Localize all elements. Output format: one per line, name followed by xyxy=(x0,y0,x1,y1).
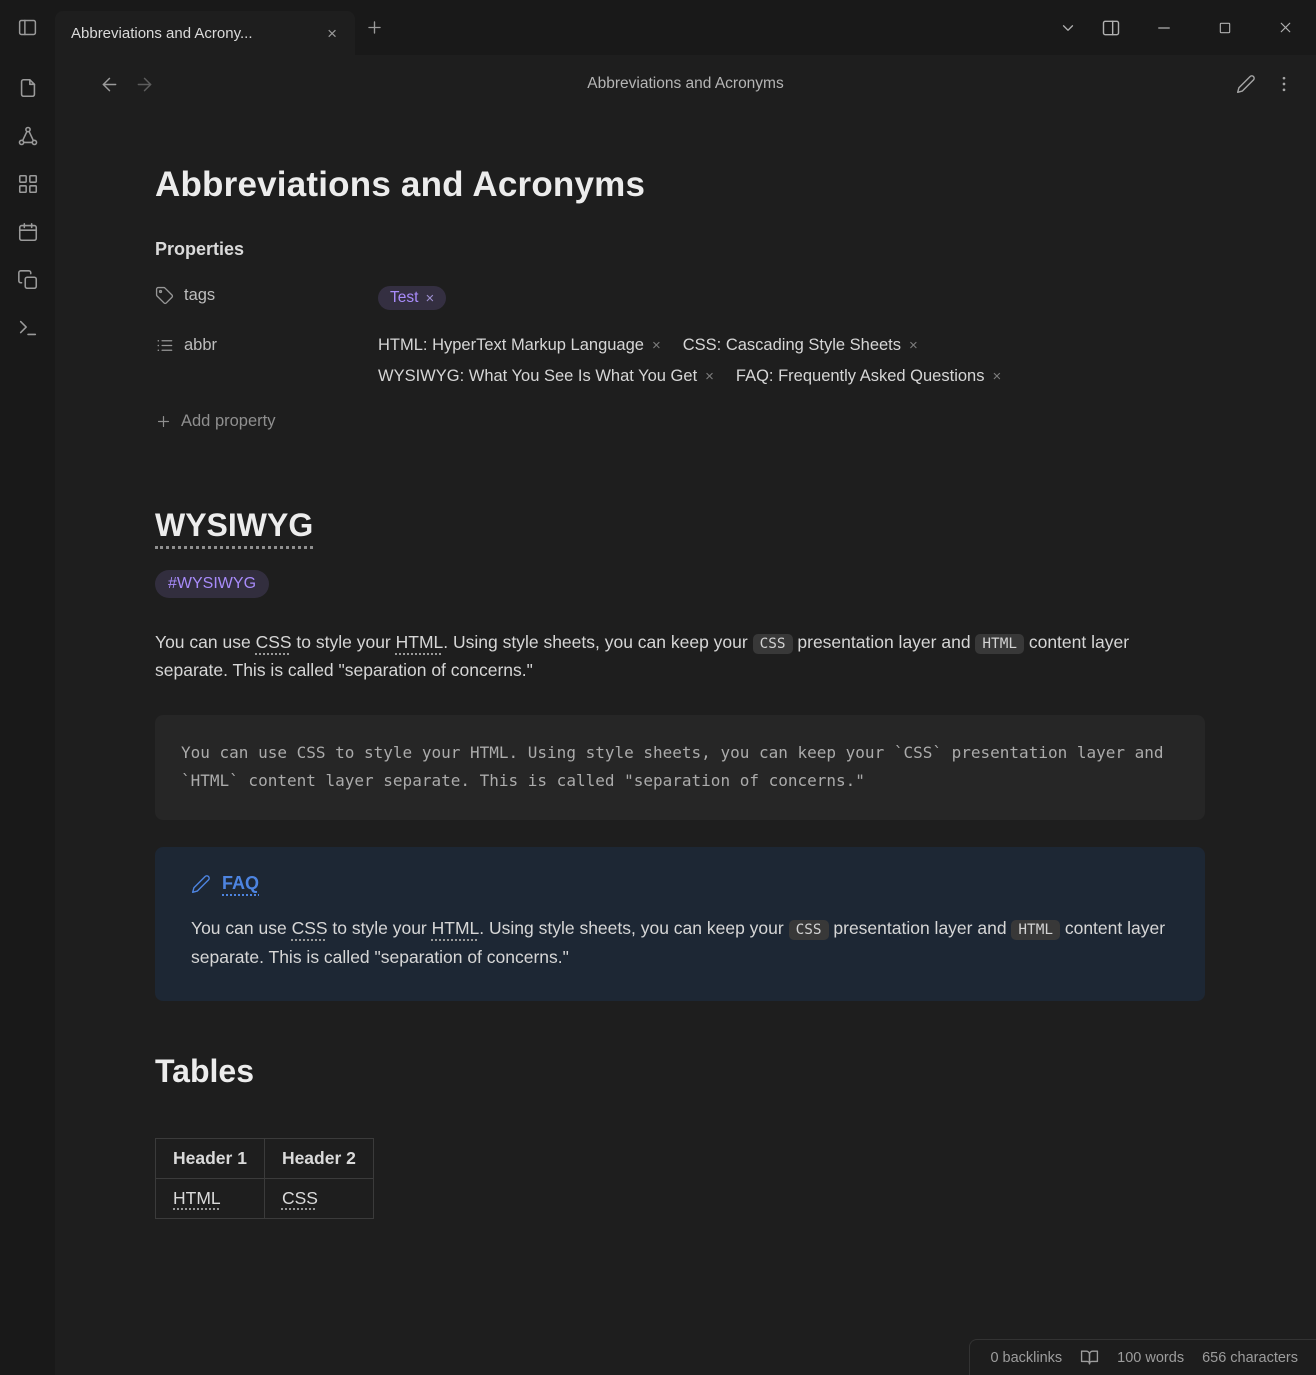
table-cell[interactable] xyxy=(264,1178,373,1218)
window-maximize-button[interactable] xyxy=(1195,12,1255,44)
remove-abbr-icon[interactable]: × xyxy=(651,337,661,354)
character-count[interactable]: 656 characters xyxy=(1202,1349,1298,1366)
remove-tag-icon[interactable]: × xyxy=(425,289,435,307)
note-title: Abbreviations and Acronyms xyxy=(155,165,646,204)
text-segment: to style your xyxy=(291,632,396,652)
abbr-term-html: HTML xyxy=(431,918,480,939)
plus-icon xyxy=(155,413,172,430)
property-value-abbr[interactable] xyxy=(378,336,1206,386)
table-header-cell: Header 2 xyxy=(264,1138,373,1178)
status-bar xyxy=(969,1339,1316,1375)
tab-title: Abbreviations and Acrony... xyxy=(71,24,253,42)
heading-tables: Tables xyxy=(155,1052,254,1089)
backlinks-count[interactable]: 0 backlinks xyxy=(990,1349,1063,1366)
abbr-term-html: HTML xyxy=(173,1187,221,1208)
text-segment: presentation layer and xyxy=(828,918,1012,939)
property-row-abbr xyxy=(155,336,1206,386)
tags-icon xyxy=(155,286,174,305)
abbr-list-item[interactable] xyxy=(683,336,918,355)
copy-icon[interactable] xyxy=(17,269,39,291)
abbr-term-css: CSS xyxy=(291,918,328,939)
remove-abbr-icon[interactable]: × xyxy=(705,368,714,385)
callout-title xyxy=(191,873,1169,894)
text-segment: presentation layer and xyxy=(792,632,976,652)
table-header-row xyxy=(156,1138,374,1178)
text-segment: . Using style sheets, you can keep your xyxy=(443,632,753,652)
workspace xyxy=(55,55,1316,1375)
abbr-list-item[interactable] xyxy=(736,367,1001,386)
list-icon xyxy=(155,336,174,355)
properties-section xyxy=(155,239,1206,431)
faq-link[interactable]: FAQ xyxy=(222,873,260,894)
calendar-icon[interactable] xyxy=(17,221,39,243)
text-segment: to style your xyxy=(327,918,432,939)
view-header xyxy=(55,55,1316,113)
abbr-item-text: HTML: HyperText Markup Language xyxy=(378,336,644,354)
view-header-title: Abbreviations and Acronyms xyxy=(587,75,784,92)
properties-heading[interactable]: Properties xyxy=(155,239,245,259)
right-sidebar-toggle-icon[interactable] xyxy=(1089,10,1133,46)
tab-abbreviations-and-acronyms[interactable] xyxy=(55,11,355,55)
graph-view-icon[interactable] xyxy=(17,125,39,147)
tag-line xyxy=(155,570,1206,598)
add-property-label: Add property xyxy=(181,412,276,430)
abbr-item-text: WYSIWYG: What You See Is What You Get xyxy=(378,367,698,385)
text-segment: You can use xyxy=(155,632,256,652)
abbr-term-css: CSS xyxy=(281,1187,318,1208)
hashtag-wysiwyg-link[interactable]: #WYSIWYG xyxy=(155,570,269,598)
abbr-term-html: HTML xyxy=(395,632,444,652)
window-minimize-button[interactable] xyxy=(1133,11,1195,45)
abbr-item-text: CSS: Cascading Style Sheets xyxy=(682,336,902,354)
paragraph-faq-callout xyxy=(191,914,1169,971)
tag-pill-test[interactable] xyxy=(378,286,446,310)
table-row xyxy=(156,1178,374,1218)
property-label-tags: tags xyxy=(184,286,216,304)
tab-close-icon[interactable]: × xyxy=(327,23,337,43)
ribbon xyxy=(0,55,55,1375)
inline-code-css: CSS xyxy=(753,634,793,654)
window-close-button[interactable] xyxy=(1255,11,1316,44)
paragraph-wysiwyg xyxy=(155,628,1200,685)
text-segment: content layer separate. This is called "separation of concerns." xyxy=(191,918,1166,967)
text-segment: You can use xyxy=(191,918,292,939)
remove-abbr-icon[interactable]: × xyxy=(992,368,1002,385)
tab-list-chevron-icon[interactable] xyxy=(1047,11,1089,45)
property-key-abbr[interactable] xyxy=(155,336,378,355)
word-count[interactable]: 100 words xyxy=(1117,1349,1185,1366)
navigate-back-icon[interactable] xyxy=(99,74,120,95)
table-header-cell: Header 1 xyxy=(156,1138,265,1178)
more-options-kebab-icon[interactable] xyxy=(1274,74,1294,94)
heading-wysiwyg-text: WYSIWYG xyxy=(155,507,313,549)
note-content xyxy=(55,113,1316,1219)
text-segment: . Using style sheets, you can keep your xyxy=(479,918,789,939)
titlebar-right xyxy=(1047,10,1316,46)
terminal-icon[interactable] xyxy=(17,317,39,339)
heading-wysiwyg xyxy=(155,507,1206,544)
remove-abbr-icon[interactable]: × xyxy=(909,337,918,354)
reading-mode-book-icon[interactable] xyxy=(1080,1348,1099,1367)
inline-code-html: HTML xyxy=(975,634,1024,654)
canvas-icon[interactable] xyxy=(17,173,39,195)
property-row-tags xyxy=(155,286,1206,310)
property-label-abbr: abbr xyxy=(184,336,218,354)
abbr-list-item[interactable] xyxy=(378,336,661,355)
markdown-table xyxy=(155,1138,374,1219)
inline-code-css: CSS xyxy=(789,920,829,940)
property-key-tags[interactable] xyxy=(155,286,378,305)
titlebar xyxy=(0,0,1316,55)
property-value-tags[interactable] xyxy=(378,286,1206,310)
tag-pill-label: Test xyxy=(390,289,419,306)
navigate-forward-icon[interactable] xyxy=(134,74,155,95)
left-sidebar-toggle-icon[interactable] xyxy=(0,17,55,38)
abbr-list-item[interactable] xyxy=(378,367,714,386)
new-tab-button[interactable] xyxy=(365,18,384,37)
code-block[interactable]: You can use CSS to style your HTML. Using style sheets, you can keep your `CSS` presentation layer and `HTML` content layer separate. This is called "separation of concerns." xyxy=(155,715,1205,821)
text-segment: content layer separate. This is called "separation of concerns." xyxy=(155,632,1130,681)
inline-code-html: HTML xyxy=(1011,920,1060,940)
abbr-item-text: FAQ: Frequently Asked Questions xyxy=(735,367,985,385)
faq-callout xyxy=(155,847,1205,1001)
pencil-icon xyxy=(191,874,211,894)
new-note-icon[interactable] xyxy=(17,77,39,99)
table-cell[interactable] xyxy=(156,1178,265,1218)
edit-mode-pencil-icon[interactable] xyxy=(1236,74,1256,94)
abbr-term-css: CSS xyxy=(255,632,292,652)
add-property-button[interactable] xyxy=(155,412,275,431)
